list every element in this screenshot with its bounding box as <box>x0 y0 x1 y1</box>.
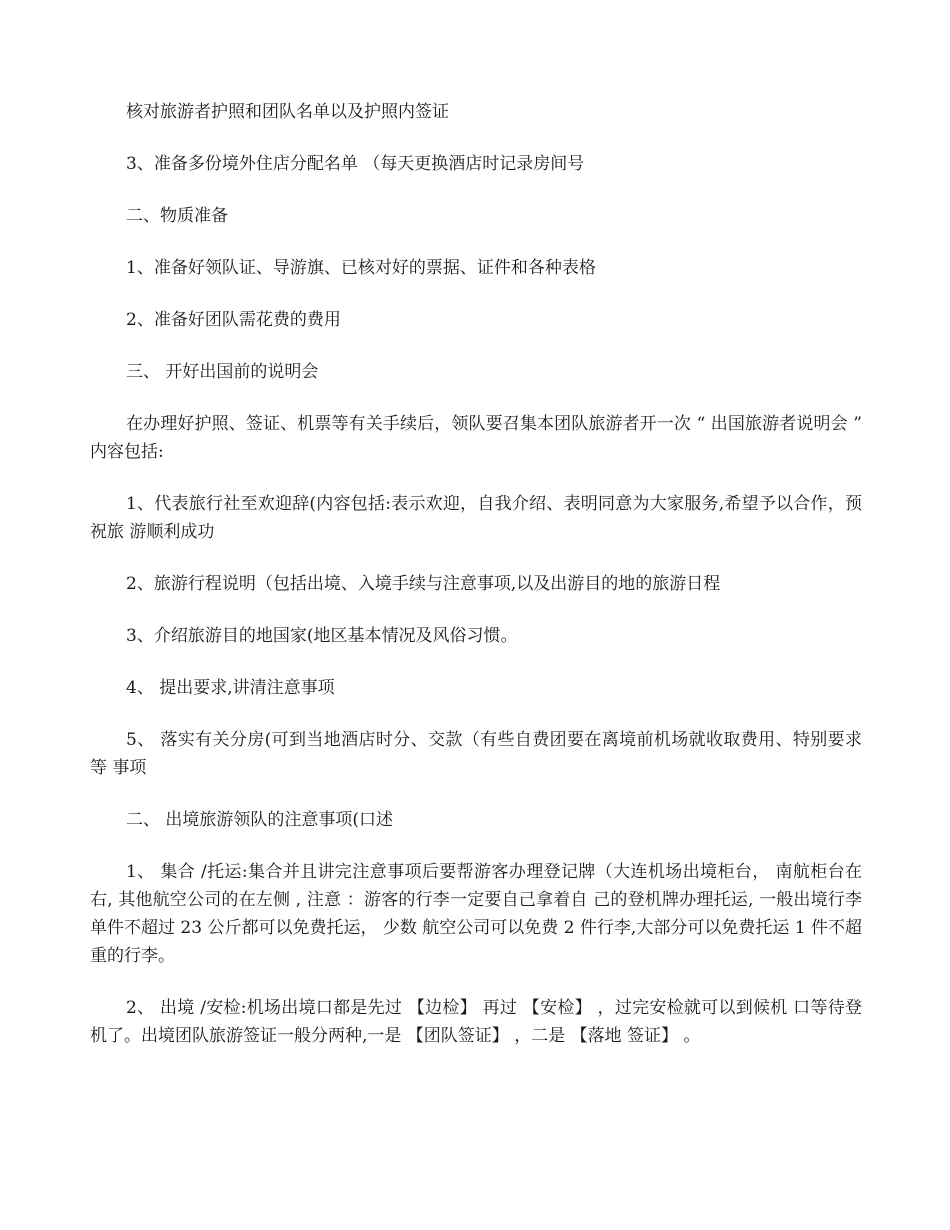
section-heading-briefing: 三、 开好出国前的说明会 <box>126 362 319 382</box>
paragraph-passport-check: 核对旅游者护照和团队名单以及护照内签证 <box>126 102 449 122</box>
paragraph-room-allocation: 5、 落实有关分房(可到当地酒店时分、交款（有些自费团要在离境前机场就收取费用、特别要求等 事项 <box>90 730 862 778</box>
paragraph-security: 2、 出境 /安检:机场出境口都是先过 【边检】 再过 【安检】 ，过完安检就可以到候机 口等待登机了。出境团队旅游签证一般分两种,一是 【团队签证】 ，二是 【落地 签证】 。 <box>90 998 862 1046</box>
paragraph-checkin: 1、 集合 /托运:集合并且讲完注意事项后要帮游客办理登记牌（大连机场出境柜台， 南航柜台在右, 其他航空公司的在左侧 , 注意 ：游客的行李一定要自己拿着自 己的登机牌办理托运, 一般出境行李单件不超过 23 公斤都可以免费托运， 少数 航空公司可以免费 2 件行李,大部分可以免费托运 1 件不超重的行李。 <box>90 862 862 966</box>
paragraph-requirements: 4、 提出要求,讲清注意事项 <box>126 678 335 698</box>
section-heading-leader-notes: 二、 出境旅游领队的注意事项(口述 <box>126 810 394 830</box>
section-heading-materials: 二、物质准备 <box>126 206 228 226</box>
document-body <box>90 98 862 1074</box>
paragraph-expenses: 2、准备好团队需花费的费用 <box>126 310 341 330</box>
paragraph-destination-intro: 3、介绍旅游目的地国家(地区基本情况及风俗习惯。 <box>126 626 518 646</box>
paragraph-welcome-speech: 1、代表旅行社至欢迎辞(内容包括:表示欢迎，自我介绍、表明同意为大家服务,希望予以合作，预祝旅 游顺利成功 <box>90 494 862 542</box>
paragraph-briefing-intro: 在办理好护照、签证、机票等有关手续后，领队要召集本团队旅游者开一次 “ 出国旅游者说明会 ” 内容包括: <box>90 414 862 462</box>
paragraph-itinerary: 2、旅游行程说明（包括出境、入境手续与注意事项,以及出游目的地的旅游日程 <box>126 574 721 594</box>
paragraph-leader-items: 1、准备好领队证、导游旗、已核对好的票据、证件和各种表格 <box>126 258 596 278</box>
paragraph-room-list: 3、准备多份境外住店分配名单 （每天更换酒店时记录房间号 <box>126 154 585 174</box>
